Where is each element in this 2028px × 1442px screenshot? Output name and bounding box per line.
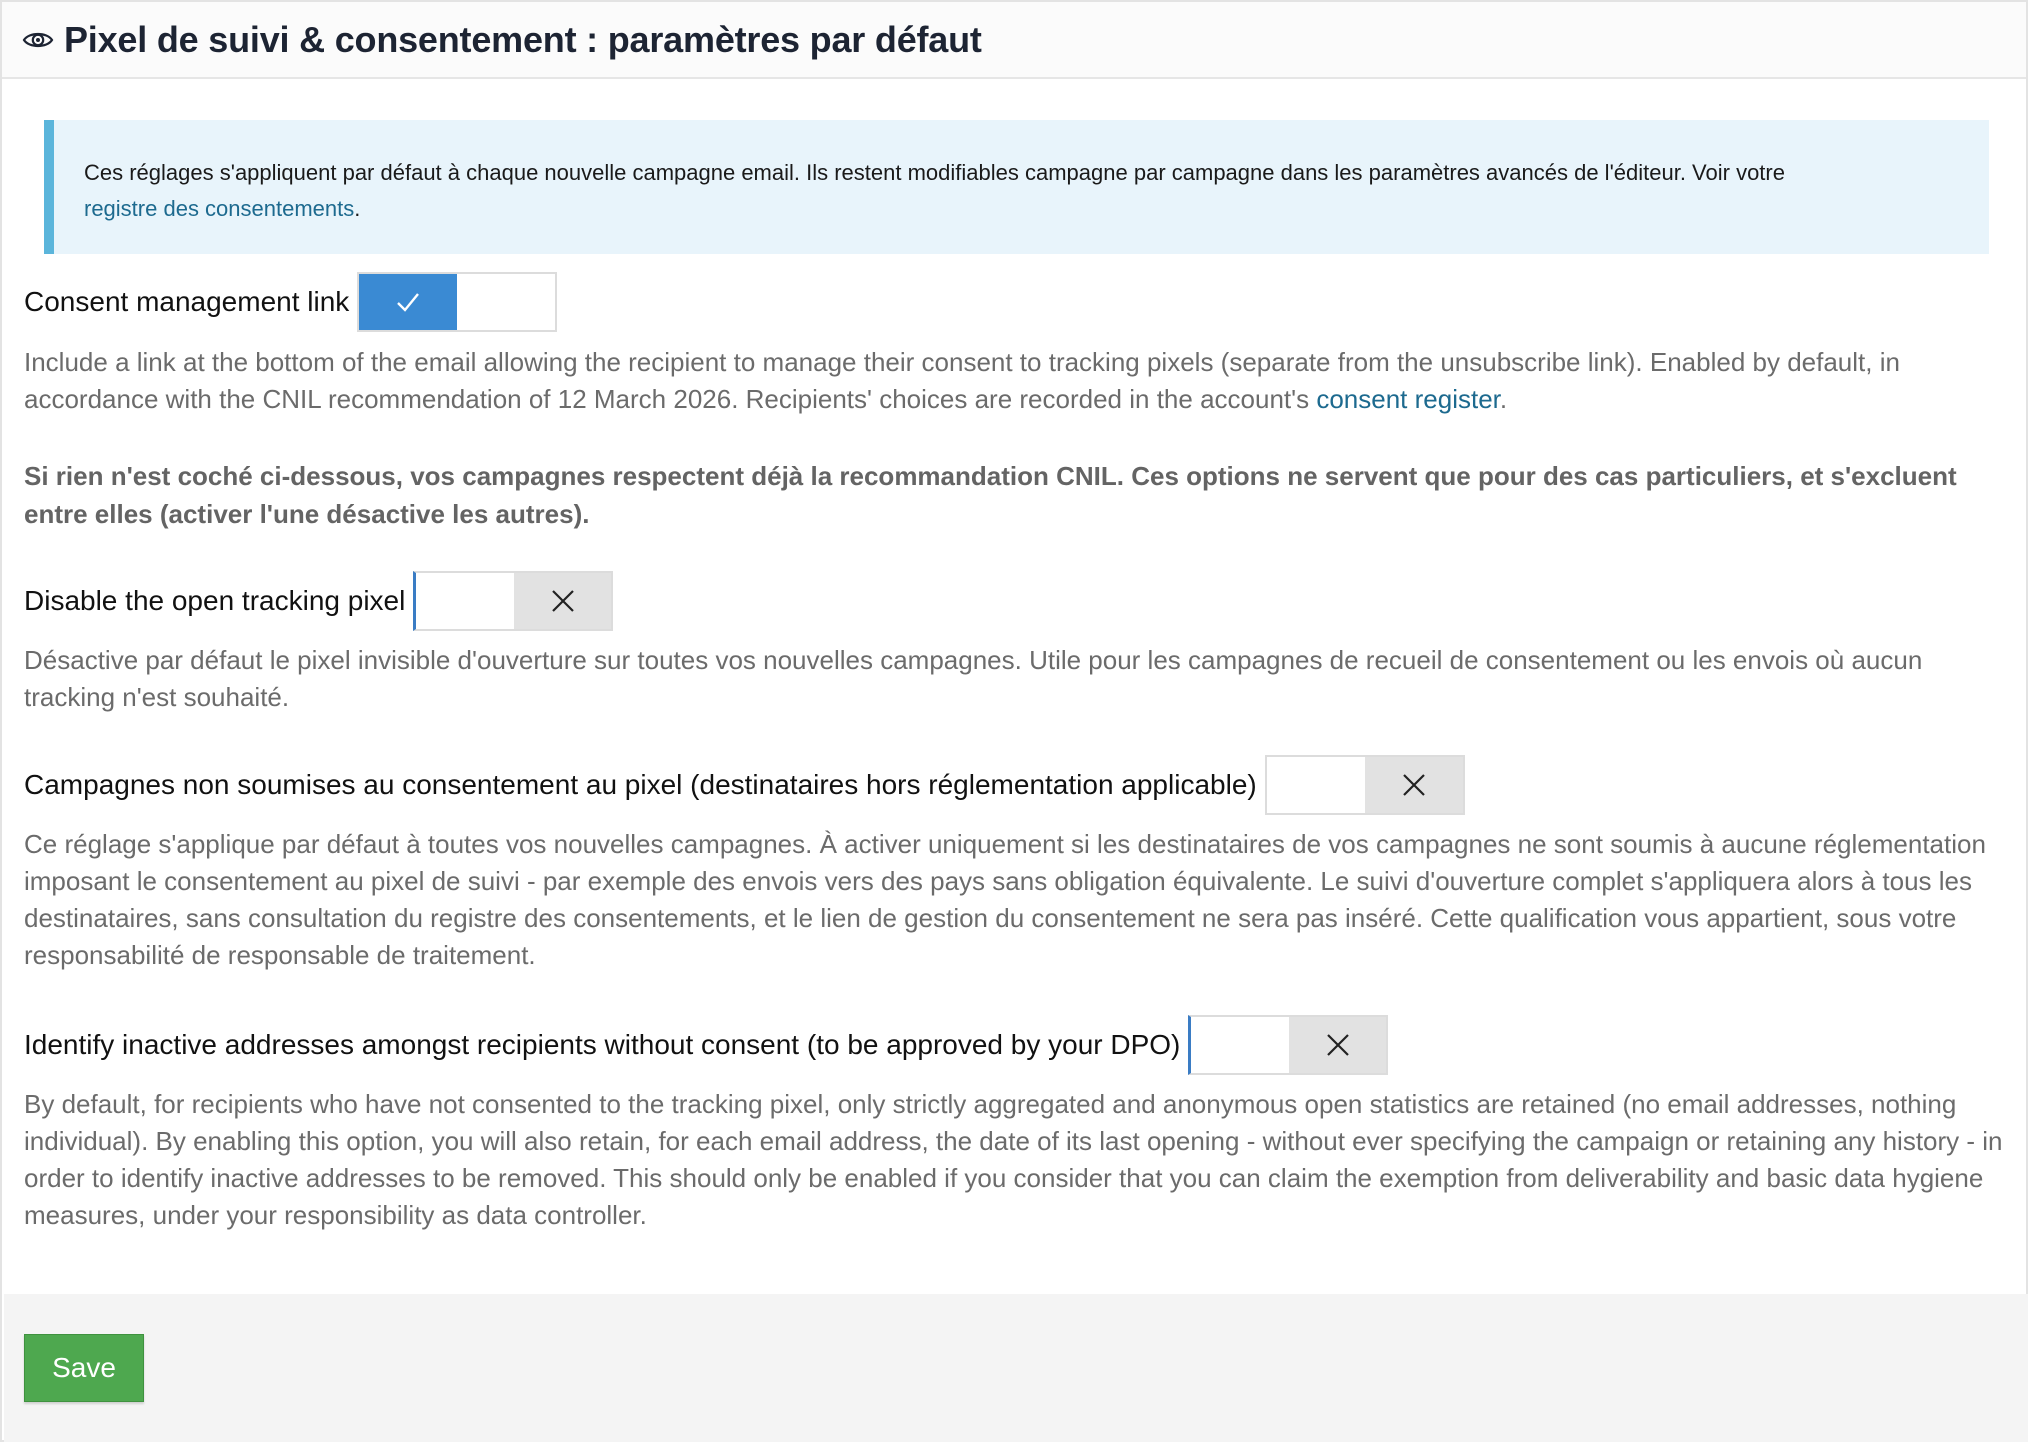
inactive-row	[24, 1015, 1388, 1075]
consent-link-label: Consent management link	[24, 286, 350, 317]
consent-link-help-text: Include a link at the bottom of the email allowing the recipient to manage their consent to tracking pixels (separate from the unsubscribe link). Enabled by default, in accordance with the CNIL recommendation of 12 March 2026. Recipients' choices are recorded in the account's	[24, 347, 1900, 414]
inactive-help: By default, for recipients who have not consented to the tracking pixel, only strictly aggregated and anonymous open statistics are retained (no email addresses, nothing individual). By enabling this option, you will also retain, for each email address, the date of its last opening - without ever specifying the campaign or retaining any history - in order to identify inactive addresses to be removed. This should only be enabled if you consider that you can claim the exemption from deliverability and basic data hygiene measures, under your responsibility as data controller.	[24, 1089, 2003, 1230]
toggle-off-segment[interactable]	[514, 573, 612, 629]
check-icon	[393, 287, 423, 317]
close-icon	[550, 588, 576, 614]
inactive-label: Identify inactive addresses amongst recipients without consent (to be approved by your DPO)	[24, 1029, 1181, 1060]
not-subject-toggle[interactable]	[1265, 755, 1465, 815]
disable-pixel-help: Désactive par défaut le pixel invisible d'ouverture sur toutes vos nouvelles campagnes. Utile pour les campagnes de recueil de consentement ou les envois où aucun tracking n'est souhaité.	[24, 645, 1923, 712]
consent-link-toggle[interactable]	[357, 272, 557, 332]
close-icon	[1401, 772, 1427, 798]
toggle-on-segment[interactable]	[416, 573, 514, 629]
info-alert	[44, 120, 1989, 254]
not-subject-help: Ce réglage s'applique par défaut à toutes vos nouvelles campagnes. À activer uniquement si les destinataires de vos campagnes ne sont soumis à aucune réglementation imposant le consentement au pixel de suivi - par exemple des envois vers des pays sans obligation équivalente. Le suivi d'ouverture complet s'appliquera alors à tous les destinataires, sans consultation du registre des consentements, et le lien de gestion du consentement ne sera pas inséré. Cette qualification vous appartient, sous votre responsabilité de responsable de traitement.	[24, 829, 1986, 970]
consent-registry-link[interactable]: registre des consentements	[84, 196, 355, 221]
info-suffix: .	[354, 196, 361, 221]
not-subject-row	[24, 755, 1465, 815]
consent-link-help-suffix: .	[1499, 384, 1508, 414]
exclusive-options-note: Si rien n'est coché ci-dessous, vos campagnes respectent déjà la recommandation CNIL. Ces options ne servent que pour des cas particuliers, et s'excluent entre elles (activer l'une désactive les autres).	[24, 461, 1957, 529]
panel-header	[2, 2, 2026, 79]
consent-link-help	[24, 344, 2014, 418]
info-text: Ces réglages s'appliquent par défaut à chaque nouvelle campagne email. Ils restent modifiables campagne par campagne dans les paramètres avancés de l'éditeur. Voir votre	[84, 160, 1785, 185]
inactive-toggle[interactable]	[1188, 1015, 1388, 1075]
close-icon	[1325, 1032, 1351, 1058]
disable-pixel-row	[24, 571, 613, 631]
toggle-off-segment[interactable]	[1289, 1017, 1387, 1073]
disable-pixel-label: Disable the open tracking pixel	[24, 585, 406, 616]
toggle-off-segment[interactable]	[457, 274, 555, 330]
consent-register-link[interactable]: consent register	[1316, 384, 1500, 414]
disable-pixel-toggle[interactable]	[413, 571, 613, 631]
eye-icon	[22, 24, 54, 56]
not-subject-label: Campagnes non soumises au consentement au pixel (destinataires hors réglementation applicable)	[24, 769, 1257, 800]
toggle-on-segment[interactable]	[1191, 1017, 1289, 1073]
page-title: Pixel de suivi & consentement : paramètres par défaut	[64, 18, 982, 60]
toggle-on-segment[interactable]	[1267, 757, 1365, 813]
form-footer	[4, 1294, 2028, 1442]
toggle-on-segment[interactable]	[359, 274, 457, 330]
consent-link-row	[24, 272, 557, 332]
toggle-off-segment[interactable]	[1365, 757, 1463, 813]
save-button[interactable]: Save	[24, 1334, 144, 1402]
